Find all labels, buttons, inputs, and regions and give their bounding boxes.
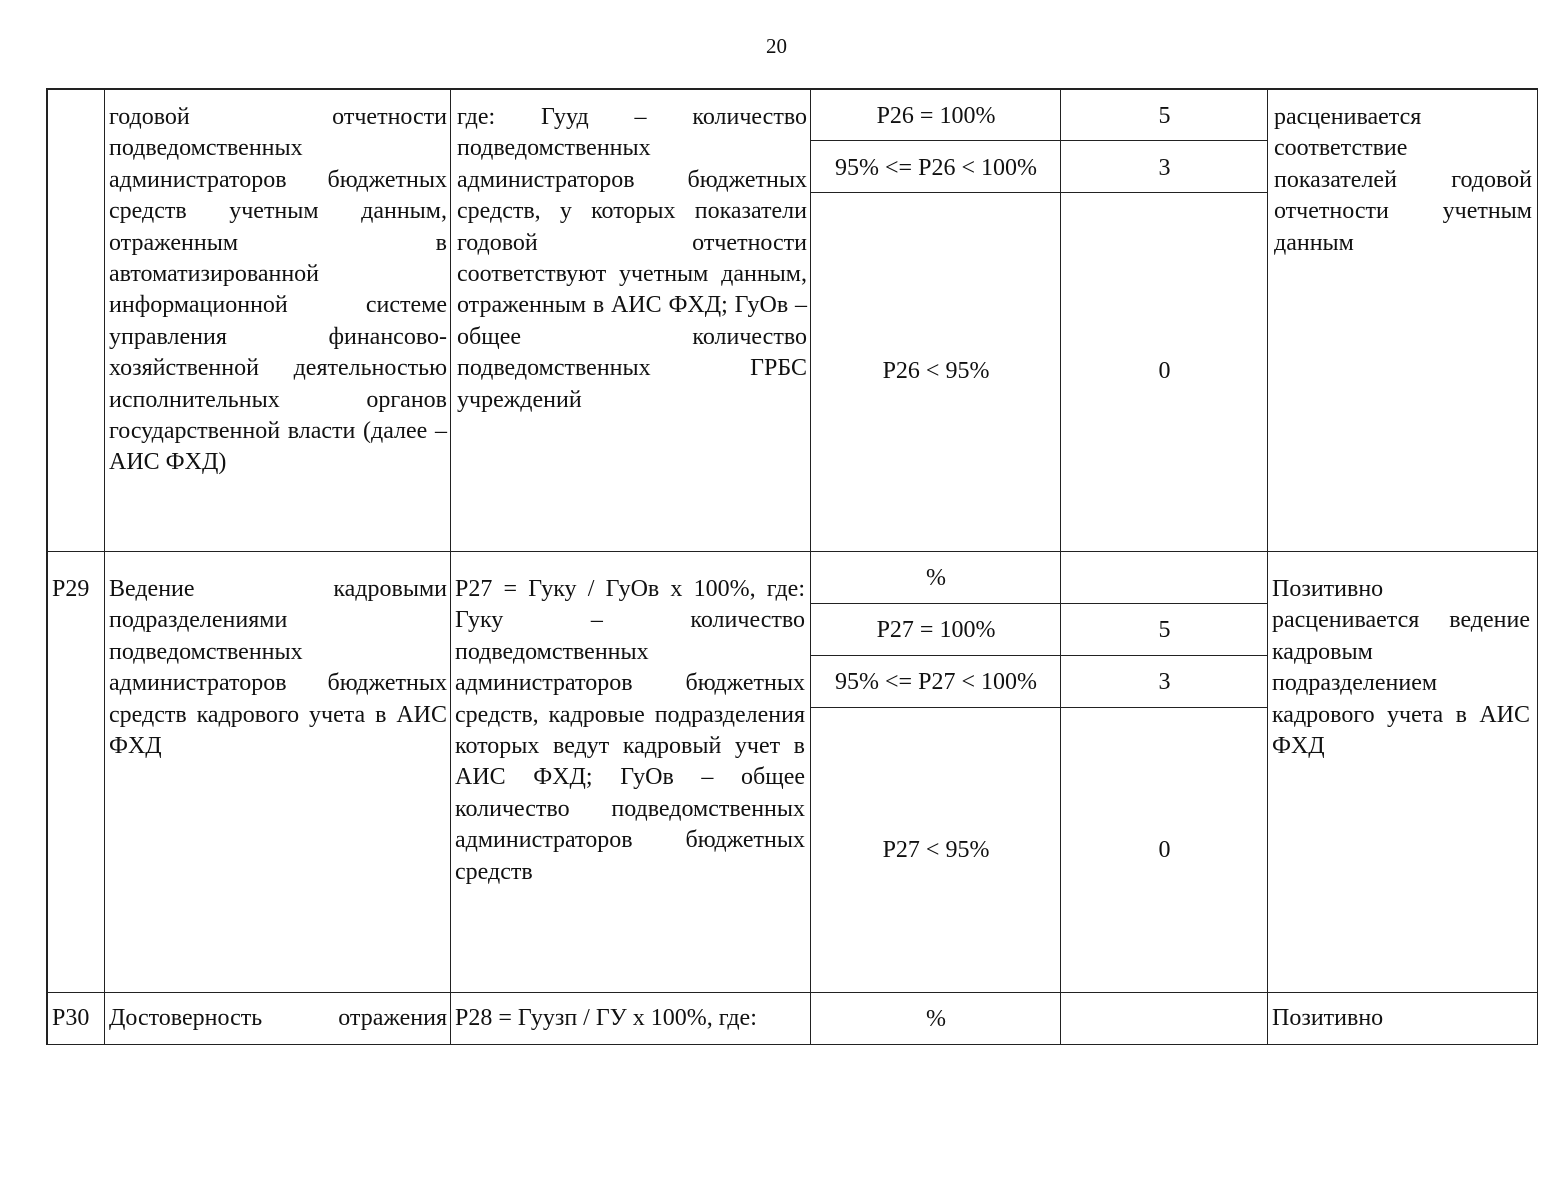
row2-score2: 3 [1158,669,1171,695]
row2-name: Ведение кадровыми подразделениями подведомственных администраторов бюджетных средств кадрового учета в АИС ФХД [109,576,447,760]
row2-unit: % [926,565,946,591]
row1-score3: 0 [1158,358,1171,384]
row3-note: Позитивно [1272,1005,1384,1031]
row1-criterion1-condition: Р26 = 100% [876,103,996,129]
row3-formula: Р28 = Гуузп / ГУ х 100%, где: [455,1005,757,1031]
row2-criterion1-condition: Р27 = 100% [876,617,996,643]
row2-formula: Р27 = Гуку / ГуОв х 100%, где: Гуку – количество подведомственных администраторов бюджетных средств, кадровые подразделения которых ведут кадровый учет в АИС ФХД; ГуОв – общее количество подведомственных администраторов бюджетных средств [455,576,805,885]
row2-criterion3-condition: Р27 < 95% [882,837,990,863]
row2-score3: 0 [1158,837,1171,863]
row3-id: Р30 [52,1005,90,1031]
row3-name: Достоверность отражения [109,1005,447,1031]
row1-formula: где: Гууд – количество подведомственных администраторов бюджетных средств, у которых показатели годовой отчетности соответствуют учетным данным, отраженным в АИС ФХД; ГуОв – общее количество подведомственных ГРБС учреждений [457,104,807,413]
table-border [46,88,1538,1045]
row1-criterion2-condition: 95% <= Р26 < 100% [835,155,1037,181]
row1-note: расценивается соответствие показателей годовой отчетности учетным данным [1274,104,1532,256]
row3-unit: % [926,1006,946,1032]
row2-score1: 5 [1158,617,1171,643]
row2-criterion2-condition: 95% <= Р27 < 100% [835,669,1037,695]
row1-score2: 3 [1158,155,1171,181]
row1-criterion3-condition: Р26 < 95% [882,358,990,384]
row1-score1: 5 [1158,103,1171,129]
row1-name: годовой отчетности подведомственных администраторов бюджетных средств учетным данным, отраженным в автоматизированной информационной системе управления финансово-хозяйственной деятельностью исполнительных органов государственной власти (далее – АИС ФХД) [109,104,447,476]
page-number: 20 [766,34,787,58]
row2-note: Позитивно расценивается ведение кадровым подразделением кадрового учета в АИС ФХД [1272,576,1530,760]
row2-id: Р29 [52,576,90,602]
